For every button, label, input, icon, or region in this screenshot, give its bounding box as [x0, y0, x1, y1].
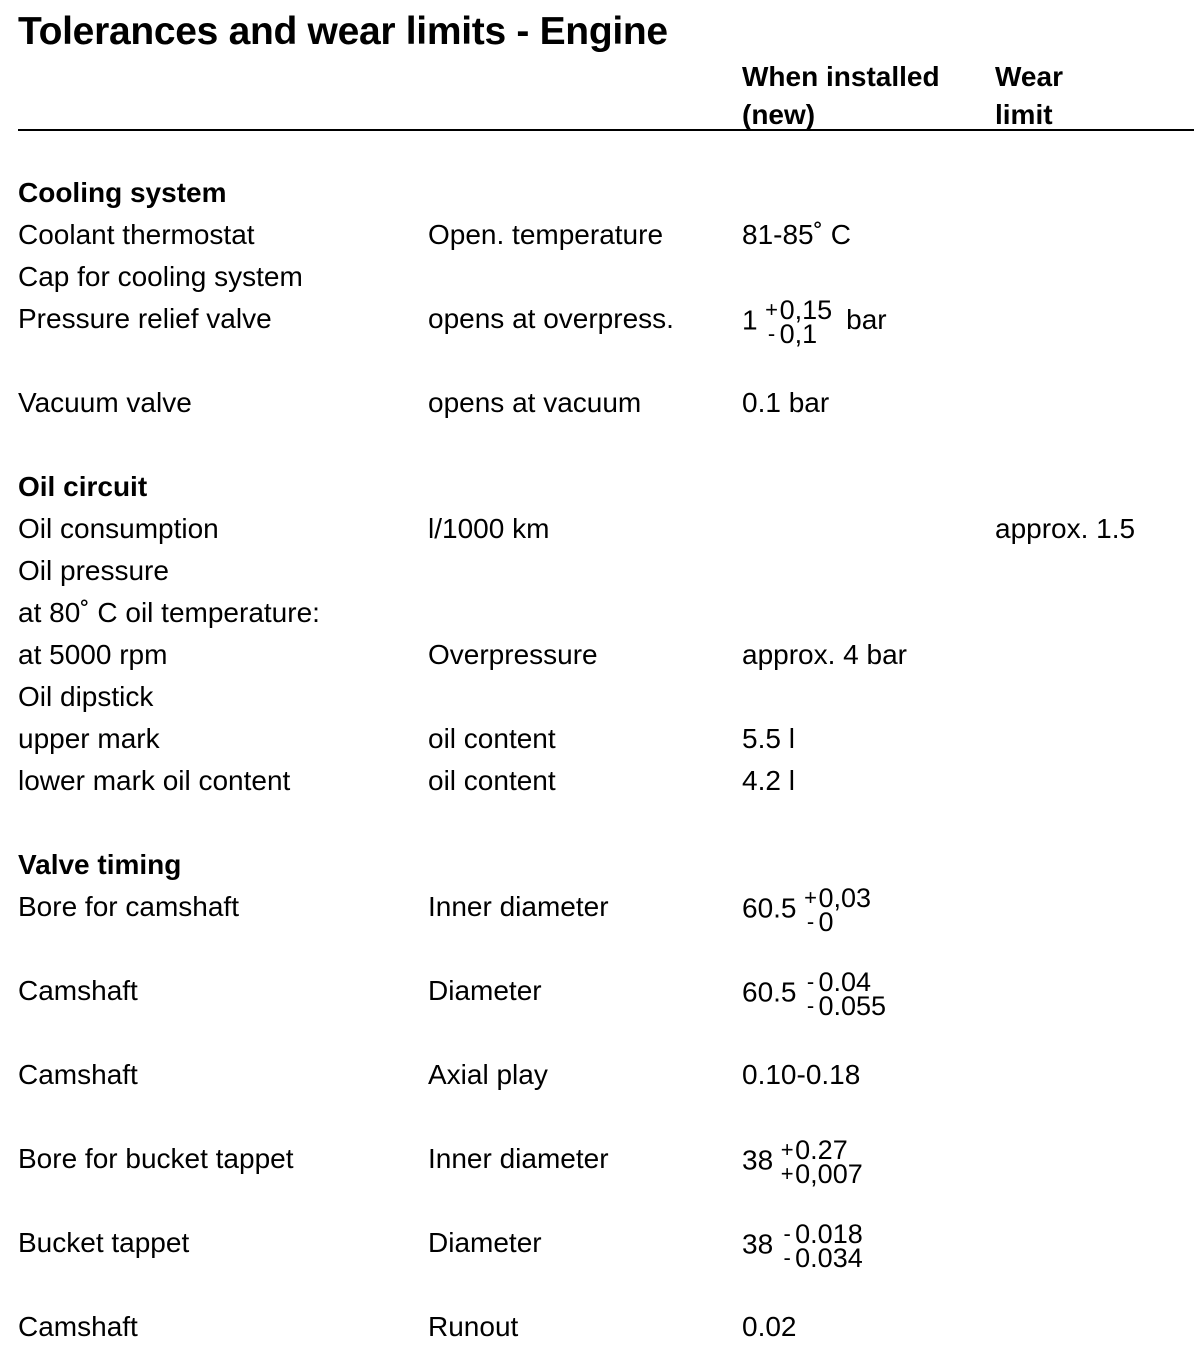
parameter: Inner diameter [428, 1143, 609, 1174]
column-header-wear-line1: Wear [995, 61, 1063, 92]
item-name: Camshaft [18, 975, 138, 1006]
table-row [0, 718, 1200, 760]
tolerance-sign-top: - [783, 1221, 791, 1246]
value-new-tolerance [742, 1219, 863, 1273]
value-new-tolerance [742, 883, 872, 937]
table-row [0, 1306, 1200, 1348]
parameter: Open. temperature [428, 219, 664, 250]
item-name: Vacuum valve [18, 387, 192, 418]
tolerance-sign-bottom: - [783, 1245, 791, 1270]
value-new: 4.2 l [742, 765, 795, 796]
value-new-tolerance [742, 967, 887, 1021]
tolerance-upper: 0,03 [818, 883, 872, 913]
header-divider [18, 129, 1194, 131]
tolerance [779, 1135, 863, 1189]
parameter: Runout [428, 1311, 519, 1342]
tolerance-sign-bottom: - [806, 993, 815, 1018]
item-name: Cap for cooling system [18, 261, 303, 292]
table-row [0, 1135, 1200, 1189]
section-heading-oil: Oil circuit [18, 471, 148, 502]
tolerance [779, 1219, 863, 1273]
tolerance-unit: bar [846, 304, 887, 336]
item-name: Oil dipstick [18, 681, 154, 712]
parameter: oil content [428, 765, 556, 796]
item-name: Bucket tappet [18, 1227, 190, 1258]
tolerance-sign-top: + [804, 885, 817, 910]
item-name: lower mark oil content [18, 765, 291, 796]
tolerance-lower: 0,1 [779, 319, 818, 349]
tolerance-upper: 0.27 [795, 1135, 848, 1165]
tolerance-upper: 0.018 [795, 1219, 863, 1249]
item-name: Camshaft [18, 1059, 138, 1090]
tolerance [803, 967, 887, 1021]
value-new: 0.1 bar [742, 387, 830, 418]
tolerance-upper: 0,15 [779, 295, 833, 325]
section-heading-row [0, 172, 1200, 214]
tolerance-base: 1 [742, 304, 758, 336]
table-row [0, 634, 1200, 676]
parameter: Overpressure [428, 639, 598, 670]
item-name: Bore for bucket tappet [18, 1143, 294, 1174]
parameter: opens at overpress. [428, 303, 674, 334]
table-row [0, 550, 1200, 592]
column-header-new [742, 58, 940, 134]
tolerance-base: 60.5 [742, 976, 797, 1008]
table-row [0, 382, 1200, 424]
table-row [0, 508, 1200, 550]
column-header-wear-line2: limit [995, 99, 1053, 130]
tolerance-lower: 0.034 [795, 1243, 863, 1273]
parameter: oil content [428, 723, 556, 754]
table-row [0, 295, 1200, 349]
value-new: 5.5 l [742, 723, 795, 754]
parameter: Diameter [428, 1227, 542, 1258]
parameter: l/1000 km [428, 513, 550, 544]
tolerance-sign-top: + [780, 1137, 794, 1162]
value-new: 0.02 [742, 1311, 797, 1342]
tolerance [803, 883, 872, 937]
item-name: Pressure relief valve [18, 303, 272, 334]
value-new-tolerance [742, 1135, 863, 1189]
table-row [0, 760, 1200, 802]
table-row [0, 883, 1200, 937]
column-header-new-line1: When installed [742, 61, 940, 92]
tolerance-sign-top: + [765, 297, 778, 322]
section-heading-cooling: Cooling system [18, 177, 227, 208]
parameter: Diameter [428, 975, 542, 1006]
table-row [0, 1219, 1200, 1273]
section-heading-row [0, 466, 1200, 508]
tolerance-sign-bottom: - [767, 321, 776, 346]
value-new-tolerance [742, 295, 887, 349]
tolerance-lower: 0.055 [818, 991, 887, 1021]
table-row [0, 214, 1200, 256]
item-name: Oil consumption [18, 513, 219, 544]
table-row [0, 1054, 1200, 1096]
parameter: opens at vacuum [428, 387, 642, 418]
tolerance-sign-bottom: + [780, 1161, 794, 1186]
tolerance-base: 38 [742, 1228, 774, 1260]
tolerance-lower: 0 [818, 907, 834, 937]
item-name: at 5000 rpm [18, 639, 168, 670]
tolerance-lower: 0,007 [795, 1159, 863, 1189]
table-row [0, 592, 1200, 634]
table-row [0, 967, 1200, 1021]
parameter: Axial play [428, 1059, 548, 1090]
table-row [0, 256, 1200, 298]
tolerance-upper: 0.04 [818, 967, 872, 997]
value-wear: approx. 1.5 [995, 513, 1136, 544]
tolerance-base: 60.5 [742, 892, 797, 924]
tolerance-sign-top: - [806, 969, 815, 994]
column-header-wear [995, 58, 1063, 134]
item-name: Bore for camshaft [18, 891, 239, 922]
table-row [0, 676, 1200, 718]
tolerance-base: 38 [742, 1144, 774, 1176]
column-header-new-line2: (new) [742, 99, 816, 130]
item-name: upper mark [18, 723, 160, 754]
section-heading-valve: Valve timing [18, 849, 182, 880]
parameter: Inner diameter [428, 891, 609, 922]
value-new: 0.10-0.18 [742, 1059, 861, 1090]
section-heading-row [0, 844, 1200, 886]
page-title: Tolerances and wear limits - Engine [18, 10, 668, 53]
tolerance-sign-bottom: - [806, 909, 815, 934]
value-new: 81-85˚ C [742, 219, 851, 250]
item-name: at 80˚ C oil temperature: [18, 597, 320, 628]
value-new: approx. 4 bar [742, 639, 907, 670]
item-name: Oil pressure [18, 555, 169, 586]
tolerance [764, 295, 833, 349]
item-name: Camshaft [18, 1311, 138, 1342]
item-name: Coolant thermostat [18, 219, 255, 250]
